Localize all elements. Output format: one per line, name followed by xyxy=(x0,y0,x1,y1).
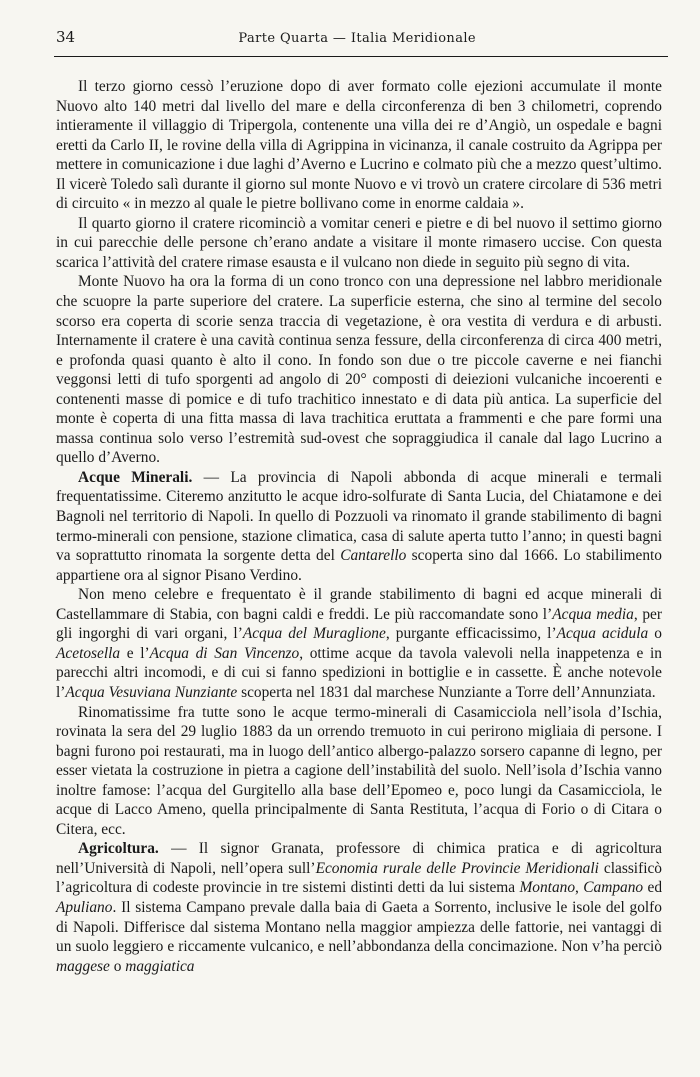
paragraph-text: e l’ xyxy=(120,644,150,662)
paragraph-text: Il terzo giorno cessò l’eruzione dopo di aver formato colle ejezioni accumulate il monte Nuovo alto 140 metri dal livello del mare e della circonferenza di ben 3 chilometri, coprendo intieramente il villaggio di Tripergola, contenente una villa dei re d’Angiò, un ospedale e bagni eretti da Carlo II, le rovine della villa di Agrippina in vicinanza, il canale costruito da Agrippa per mettere in comunicazione i due laghi d’Averno e Lucrino e colmato più che a mezzo quest’ultimo. Il vicerè Toledo salì durante il giorno sul monte Nuovo e vi trovò un cratere circolare di 536 metri di circuito « in mezzo al quale le pietre bollivano come in enorme caldaia ». xyxy=(56,78,662,213)
paragraph-text: . Il sistema Campano prevale dalla baia di Gaeta a Sorrento, inclusive le isole del golfo di Napoli. Differisce dal sistema Montano nella maggior ampiezza delle fattorie, nei vantaggi di un suolo leggiero e riccamente vulcanico, e nell’abbondanza della concimazione. Non v’ha perciò xyxy=(56,898,662,956)
paragraph xyxy=(56,468,662,585)
paragraph-text: Monte Nuovo ha ora la forma di un cono tronco con una depressione nel labbro meridionale che scuopre la parte superiore del cratere. La superficie esterna, che sino al termine del secolo scorso era coperta di scorie senza traccia di vegetazione, è ora vestita di verdura e di arbusti. Internamente il cratere è una cavità continua senza fessure, della circonferenza di circa 400 metri, e profonda quasi quanto è alto il cono. In fondo son due o tre piccole caverne e nei fianchi veggonsi letti di tufo sporgenti ad angolo di 20° composti di deiezioni vulcaniche incoerenti e contenenti masse di pomice e di tufo trachitico innestato e di data più antica. La superficie del monte è coperta di una fitta massa di lava trachitica eruttata a frammenti e che pare formi una massa continua solo verso l’estremità sud-ovest che sopraggiudica il canale dal lago Lucrino a quello d’Averno. xyxy=(56,273,662,467)
italic-text: Apuliano xyxy=(56,898,113,916)
paragraph-text: classificò l’agricoltura di codeste provincie in tre sistemi distinti detti da lui sistema xyxy=(56,859,663,897)
paragraph xyxy=(56,703,662,840)
paragraph-text: Non meno celebre e frequentato è il grande stabilimento di bagni ed acque minerali di Castellammare di Stabia, con bagni caldi e freddi. Le più raccomandate sono l’ xyxy=(56,586,662,623)
paragraph-text: , xyxy=(575,879,584,897)
italic-text: Economia rurale delle Provincie Meridionali xyxy=(315,859,599,877)
paragraph-text: o xyxy=(648,625,662,643)
page-header xyxy=(56,28,662,46)
paragraph-text: , ottime acque da tavola valevoli nella inappetenza e in parecchi altri incomodi, e di cui si fanno spedizioni in bottiglie e in cassette. È anche notevole l’ xyxy=(56,644,662,701)
italic-text: Cantarello xyxy=(340,547,407,565)
paragraph-text: Il quarto giorno il cratere ricominciò a vomitar ceneri e pietre e di bel nuovo il settimo giorno in cui parecchie delle persone ch’erano andate a visitare il monte rimasero uccise. Con questa scarica l’attività del cratere rimase esausta e il vulcano non diede in seguito più segno di vita. xyxy=(56,214,662,271)
paragraph xyxy=(56,272,662,467)
italic-text: Campano xyxy=(583,879,644,897)
page-body xyxy=(56,77,662,976)
paragraph-text: — Il signor Granata, professore di chimica pratica e di agricoltura nell’Università di Napoli, nell’opera sull’ xyxy=(56,840,662,877)
paragraph-text: , per gli ingorghi di vari organi, l’ xyxy=(56,605,662,643)
italic-text: maggiatica xyxy=(125,957,195,975)
paragraph-text: scoperta sino dal 1666. Lo stabilimento appartiene ora al signor Pisano Verdino. xyxy=(56,547,662,584)
section-heading: Acque Minerali. xyxy=(78,468,193,486)
italic-text: Acqua media xyxy=(552,605,634,623)
header-rule xyxy=(54,56,668,57)
paragraph-text: — La provincia di Napoli abbonda di acque minerali e termali frequentatissime. Citeremo anzitutto le acque idro-solfurate di Santa Lucia, del Chiatamone e dei Bagnoli nel territorio di Napoli. In quello di Pozzuoli va rinomato il grande stabilimento di bagni termo-minerali con pensione, stazione climatica, casa di salute aperta tutto l’anno; in questi bagni va soprattutto rinomata la sorgente detta del xyxy=(56,468,662,565)
italic-text: Montano xyxy=(519,879,576,897)
paragraph-text: scoperta nel 1831 dal marchese Nunziante a Torre dell’Annunziata. xyxy=(237,683,656,701)
paragraph-text: Rinomatissime fra tutte sono le acque termo-minerali di Casamicciola nell’isola d’Ischia, rovinata la sera del 29 luglio 1883 da un orrendo tremuoto in cui perirono migliaia di persone. I bagni furono poi restaurati, ma in luogo dell’antico albergo-palazzo sorsero capanne di legno, per esser vietata la costruzione in pietra a cagione dell’instabilità del suolo. Nell’isola d’Ischia vanno inoltre famose: l’acqua del Gurgitello alla base dell’Epomeo e, poco lungi da Casamicciola, le acque di Lacco Ameno, quella principalmente di Santa Restituta, l’acqua di Forio o di Citara o Citera, ecc. xyxy=(56,703,662,838)
page-number: 34 xyxy=(56,28,76,46)
italic-text: maggese xyxy=(56,957,110,975)
italic-text: Acqua Vesuviana Nunziante xyxy=(65,683,238,701)
paragraph xyxy=(56,839,662,976)
running-title: Parte Quarta — Italia Meridionale xyxy=(238,31,476,46)
paragraph xyxy=(56,585,662,702)
italic-text: Acetosella xyxy=(56,644,121,662)
paragraph-text: , purgante efficacissimo, l’ xyxy=(385,625,557,643)
paragraph xyxy=(56,77,662,214)
italic-text: Acqua di San Vincenzo xyxy=(149,644,300,662)
section-heading: Agricoltura. xyxy=(78,840,159,858)
paragraph xyxy=(56,214,662,273)
paragraph-text: ed xyxy=(643,879,663,897)
italic-text: Acqua acidula xyxy=(556,625,649,643)
italic-text: Acqua del Muraglione xyxy=(242,625,386,643)
paragraph-text: o xyxy=(109,957,126,975)
